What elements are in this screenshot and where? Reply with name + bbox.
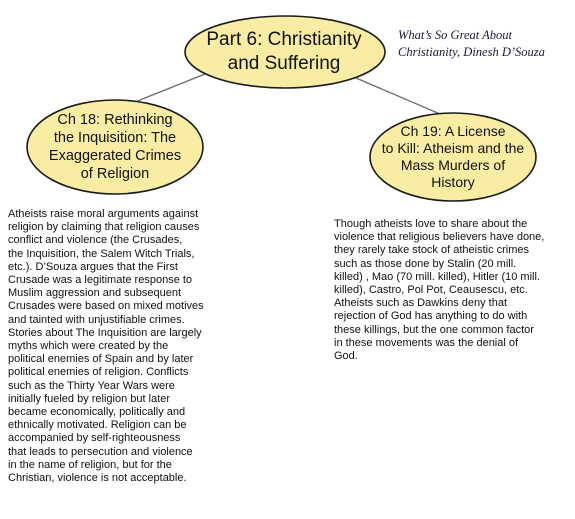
source-line-2: Christianity, Dinesh D’Souza xyxy=(398,45,545,59)
chapter-19-node xyxy=(372,113,534,201)
chapter-18-summary: Atheists raise moral arguments against religion by claiming that religion causes conflict and violence (the Crusades, the Inquisition, the Salem Witch Trials, etc.). D’Souza argues that the First Crusade was a legitimate response to Muslim aggression and subsequent Crusades were based on mixed motives and tainted with unjustifiable crimes. Stories about The Inquisition are largely myths which were created by the political enemies of Spain and by later political enemies of religion. Conflicts such as the Thirty Year Wars were initially fueled by religion but later became economically, politically and ethnically motivated. Religion can be accompanied by self-righteousness that leads to persecution and violence in the name of religion, but for the Christian, violence is not acceptable. xyxy=(8,208,204,485)
source-line-1: What’s So Great About xyxy=(398,28,513,42)
chapter-18-label: Ch 18: Rethinking the Inquisition: The Exaggerated Crimes of Religion xyxy=(48,112,182,182)
title-line-1: Part 6: Christianity xyxy=(206,29,362,50)
title-node xyxy=(184,16,384,88)
source-citation xyxy=(398,27,570,61)
chapter-19-label: Ch 19: A License to Kill: Atheism and the Mass Murders of History xyxy=(381,123,525,190)
title-line-2: and Suffering xyxy=(227,53,341,74)
chapter-18-node xyxy=(30,100,200,194)
chapter-19-summary: Though atheists love to share about the violence that religious believers have done, they rarely take stock of atheistic crimes such as those done by Stalin (20 mill. killed) , Mao (70 mill. killed), Hitler (10 mill. killed), Castro, Pol Pot, Ceausescu, etc. Atheists such as Dawkins deny that rejection of God has anything to do with these killings, but the one common factor in these movements was the denial of God. xyxy=(334,218,545,363)
